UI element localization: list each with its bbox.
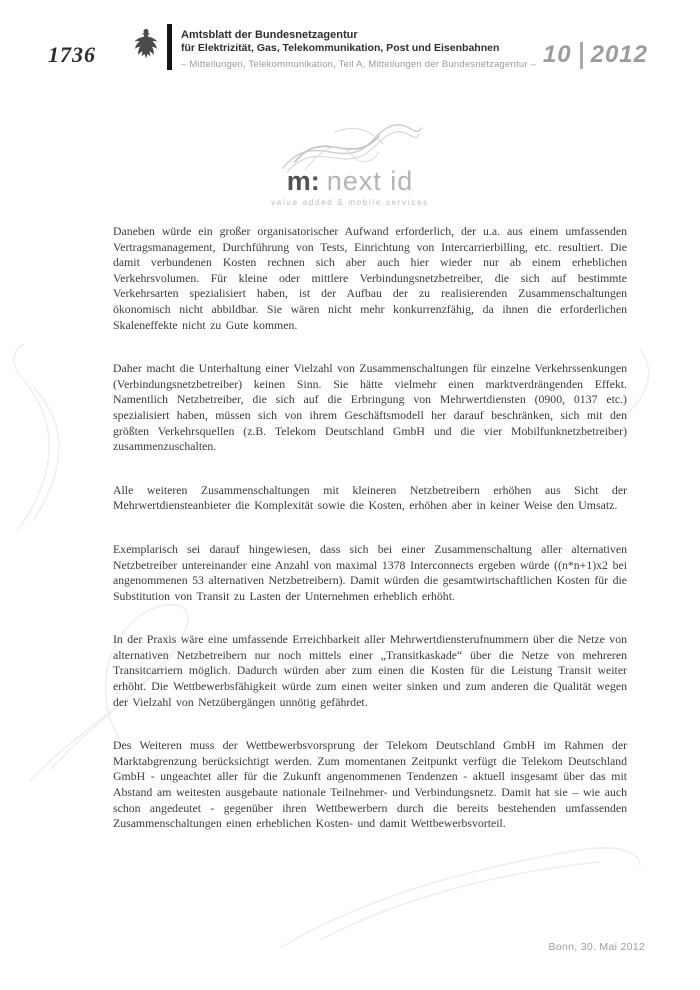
masthead-title-line1: Amtsblatt der Bundesnetzagentur xyxy=(181,29,358,42)
issue-year: 2012 xyxy=(590,41,648,68)
paragraph: Alle weiteren Zusammenschaltungen mit kleineren Netzbetreibern erhöhen aus Sicht der Mehrwertdiensteanbieter die Komplexität sowie die Kosten, erhöhen aber in keiner Weise den Umsatz. xyxy=(113,482,627,513)
brand-name: next id xyxy=(326,166,414,196)
page-number: 1736 xyxy=(48,42,96,67)
masthead xyxy=(130,24,536,71)
masthead-divider xyxy=(167,24,172,70)
brand-tagline: value added & mobile services xyxy=(271,198,429,207)
federal-eagle-icon xyxy=(130,25,162,70)
paragraph: Daher macht die Unterhaltung einer Vielzahl von Zusammenschaltungen für einzelne Verkehrssenkungen (Verbindungsnetzbetreiber) keinen Sinn. Sie hätte vielmehr einen marktverdrängenden Effekt. Namentlich Netzbetreiber, die sich auf die Erbringung von Mehrwertdiensten (0900, 0137 etc.) spezialisiert haben, müssen sich von ihrem Geschäftsmodell her darauf beschränken, sich mit den größten Verkehrsquellen (z.B. Telekom Deutschland GmbH und die vier Mobilfunknetzbetreiber) zusammenzuschalten. xyxy=(113,361,627,454)
masthead-subtitle: – Mitteilungen, Telekommunikation, Teil A, Mitteilungen der Bundesnetzagentur – xyxy=(181,59,537,70)
paragraph: In der Praxis wäre eine umfassende Erreichbarkeit aller Mehrwertdiensterufnummern über die Netze von alternativen Netzbetreibern nur noch mittels einer „Transitkaskade“ über die Netze von mehreren Transitcarriern möglich. Dadurch würden aber zum einen die Kosten für die Leistung Transit weiter erhöht. Die Wettbewerbsfähigkeit würde zum einen weiter sinken und zum anderen die Qualität wegen der Vielzahl von Netzübergängen unnötig gefährdet. xyxy=(113,632,627,709)
brand-prefix: m: xyxy=(286,166,320,196)
paragraph: Exemplarisch sei darauf hingewiesen, dass sich bei einer Zusammenschaltung aller alternativen Netzbetreiber untereinander eine Anzahl von maximal 1378 Interconnects ergeben würde ((n*n+1)x2 bei angenommenen 53 alternativen Netzbetreibern). Damit würden die gesamtwirtschaftlichen Kosten für die Substitution von Transit zu Lasten der Unternehmen erheblich erhöht. xyxy=(113,541,627,603)
paragraph: Des Weiteren muss der Wettbewerbsvorsprung der Telekom Deutschland GmbH im Rahmen der Marktabgrenzung berücksichtigt werden. Zum momentanen Zeitpunkt verfügt die Telekom Deutschland GmbH - ungeachtet aller für die Zukunft angenommenen Tendenzen - aktuell insgesamt über das mit Abstand am weitesten ausgebaute nationale Teilnehmer- und Verbindungsnetz. Damit hat sie – wie auch schon angedeutet - gegenüber ihren Wettbewerbern durch die bereits bestehenden umfassenden Zusammenschaltungen einen erheblichen Kosten- und damit Wettbewerbsvorteil. xyxy=(113,738,627,831)
masthead-title-line2: für Elektrizität, Gas, Telekommunikation, Post und Eisenbahnen xyxy=(181,42,500,55)
footer-dateline: Bonn, 30. Mai 2012 xyxy=(548,941,645,953)
issue-number: 10 xyxy=(542,41,572,68)
page-header xyxy=(48,24,648,71)
masthead-text xyxy=(181,28,536,71)
brand-wordmark xyxy=(0,168,700,195)
paragraph: Daneben würde ein großer organisatorischer Aufwand erforderlich, der u.a. aus einem umfassenden Vertragsmanagement, Durchführung von Tests, Einrichtung von Intercarrierbilling, etc. resultiert. Die damit verbundenen Kosten rechnen sich aber auch hier wieder nur ab einem erheblichen Verkehrsvolumen. Für kleine oder mittlere Verbindungsnetzbetreiber, die sich auf bestimmte Verkehrsarten spezialisiert haben, ist der Aufbau der zu realisierenden Zusammenschaltungen ökonomisch nicht abbildbar. Sie wären nicht mehr konkurrenzfähig, da ihnen die erforderlichen Skaleneffekte nicht zu Gute kommen. xyxy=(113,224,627,332)
company-logo xyxy=(0,122,700,207)
issue-divider xyxy=(580,42,583,69)
document-body xyxy=(113,224,627,832)
issue-label xyxy=(543,41,648,71)
